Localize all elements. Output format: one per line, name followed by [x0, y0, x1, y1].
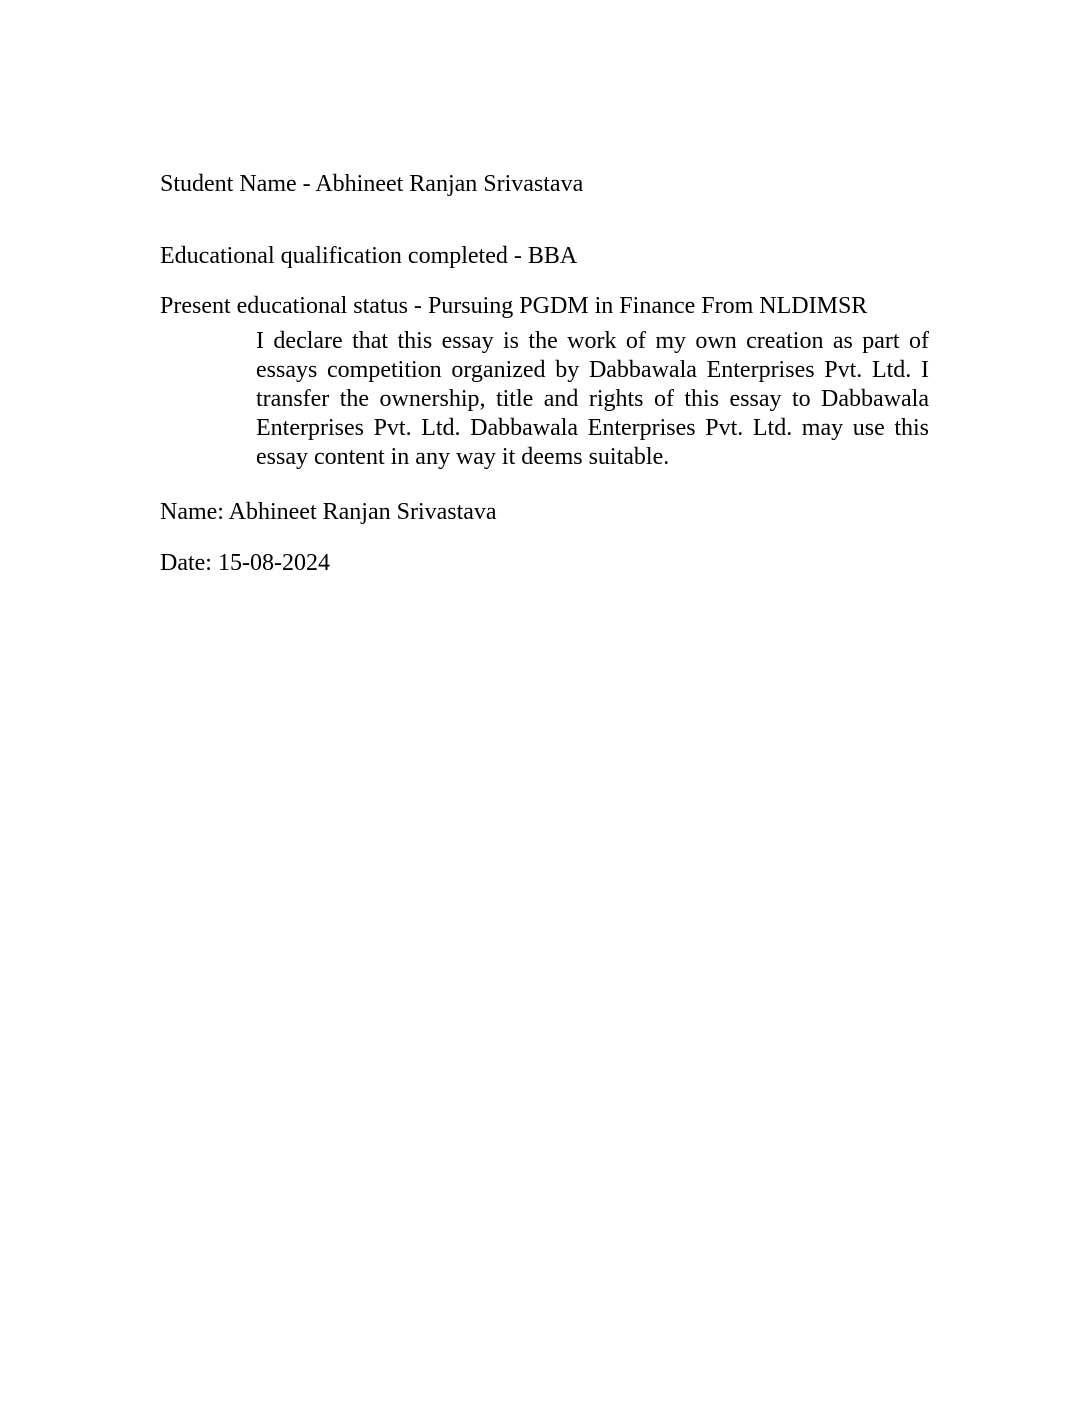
signature-name-value: Abhineet Ranjan Srivastava: [228, 499, 497, 525]
date-label: Date:: [160, 550, 218, 576]
date-line: [160, 549, 330, 577]
declaration-line: essay content in any way it deems suitable.: [256, 444, 670, 470]
qualification-value: BBA: [527, 243, 578, 269]
declaration-line: Enterprises Pvt. Ltd. Dabbawala Enterprises Pvt. Ltd. may use this: [256, 415, 929, 441]
educational-status-value: Pursuing PGDM in Finance From NLDIMSR: [427, 293, 868, 319]
signature-name-label: Name:: [160, 499, 229, 525]
educational-status-line: [160, 292, 867, 320]
declaration-paragraph: [256, 327, 929, 472]
declaration-line: essays competition organized by Dabbawala Enterprises Pvt. Ltd. I: [256, 357, 929, 383]
qualification-line: [160, 242, 577, 270]
qualification-label: Educational qualification completed -: [160, 243, 528, 269]
student-name-label: Student Name -: [160, 171, 316, 197]
educational-status-label: Present educational status -: [160, 293, 428, 319]
student-name-value: Abhineet Ranjan Srivastava: [315, 171, 584, 197]
declaration-line: I declare that this essay is the work of my own creation as part of: [256, 328, 929, 354]
date-value: 15-08-2024: [217, 550, 330, 576]
declaration-line: transfer the ownership, title and rights of this essay to Dabbawala: [256, 386, 929, 412]
signature-name-line: [160, 498, 497, 526]
student-name-line: [160, 170, 583, 198]
